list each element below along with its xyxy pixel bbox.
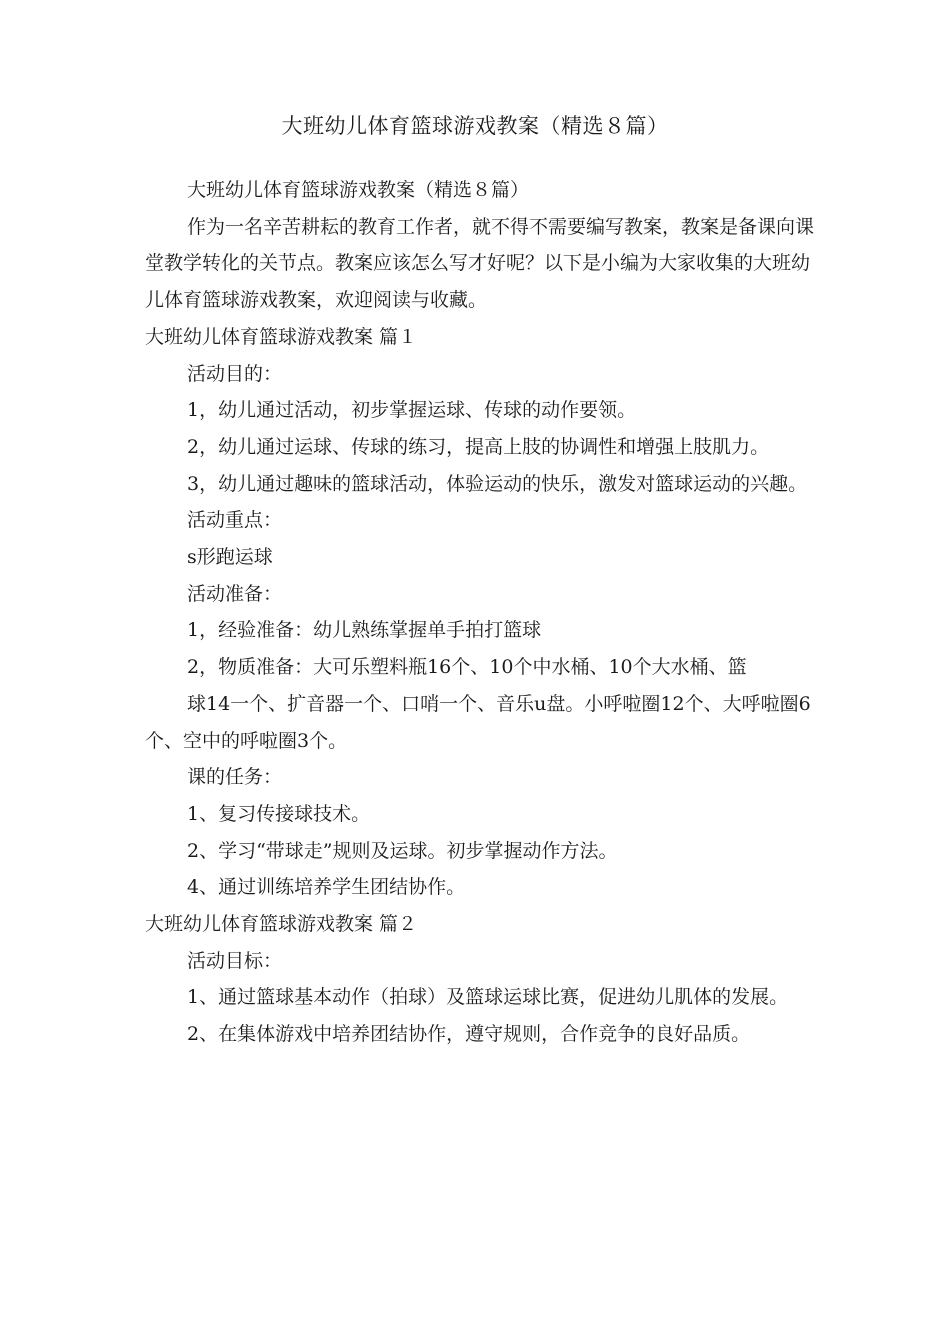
paragraph: 课的任务： [187,766,283,789]
paragraph: 2、在集体游戏中培养团结协作，遵守规则，合作竞争的良好品质。 [187,1023,751,1046]
paragraph: 活动目标： [187,949,283,972]
document-body [145,172,815,1053]
paragraph: 2，物质准备：大可乐塑料瓶16个、10个中水桶、10个大水桶、篮 [187,656,747,679]
paragraph: 球14一个、扩音器一个、口哨一个、音乐u盘。小呼啦圈12个、大呼啦圈6个、空中的呼啦圈3个。 [145,692,811,752]
paragraph: 1，经验准备：幼儿熟练掌握单手拍打篮球 [187,619,542,642]
paragraph: 1，幼儿通过活动，初步掌握运球、传球的动作要领。 [187,399,637,422]
paragraph: 作为一名辛苦耕耘的教育工作者，就不得不需要编写教案，教案是备课向课堂教学转化的关节点。教案应该怎么写才好呢？以下是小编为大家收集的大班幼儿体育篮球游戏教案，欢迎阅读与收藏。 [145,215,815,312]
paragraph: 1、复习传接球技术。 [187,802,371,825]
paragraph: s形跑运球 [187,546,273,569]
section-heading: 大班幼儿体育篮球游戏教案 篇２ [145,913,418,936]
paragraph: 1、通过篮球基本动作（拍球）及篮球运球比赛，促进幼儿肌体的发展。 [187,986,789,1009]
paragraph: 2，幼儿通过运球、传球的练习，提高上肢的协调性和增强上肢肌力。 [187,435,770,458]
paragraph: 3，幼儿通过趣味的篮球活动，体验运动的快乐，激发对篮球运动的兴趣。 [187,472,808,495]
paragraph: 2、学习“带球走”规则及运球。初步掌握动作方法。 [187,839,618,862]
paragraph: 4、通过训练培养学生团结协作。 [187,876,466,899]
document-title: 大班幼儿体育篮球游戏教案（精选８篇） [281,114,669,138]
paragraph: 活动准备： [187,582,283,605]
section-heading: 大班幼儿体育篮球游戏教案 篇１ [145,325,418,348]
paragraph: 大班幼儿体育篮球游戏教案（精选８篇） [187,179,530,201]
paragraph: 活动目的： [187,362,283,385]
paragraph: 活动重点： [187,509,283,532]
